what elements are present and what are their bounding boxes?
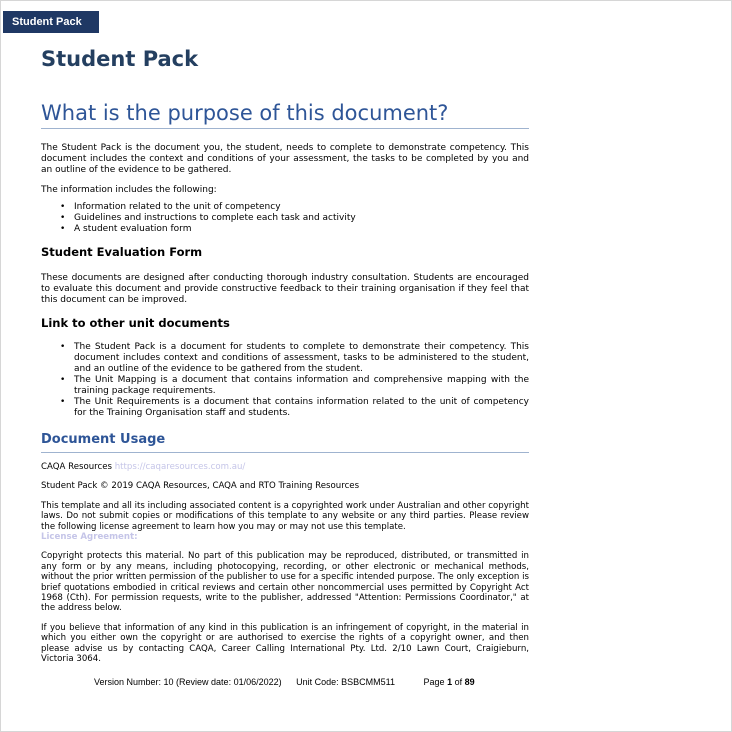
links-heading: Link to other unit documents xyxy=(41,316,230,330)
unit-code-label: Unit Code: xyxy=(296,677,339,687)
resources-label: CAQA Resources xyxy=(41,462,112,472)
evaluation-heading: Student Evaluation Form xyxy=(41,245,203,259)
version-number: Version Number: 10 (Review date: 01/06/2022) xyxy=(94,677,282,687)
protect-paragraph: Copyright protects this material. No part of this publication may be reproduced, distributed, or transmitted in any form or by any means, including photocopying, recording, or other electronic or mechanical methods, without the prior written permission of the publisher to use for a specific intended purpose. The only exception is brief quotations embodied in critical reviews and certain other noncommercial uses permitted by Copyright Act 1968 (Cth). For permission requests, write to the publisher, addressed "Attention: Permissions Coordinator," at the address below. xyxy=(41,551,529,614)
info-intro-paragraph: The information includes the following: xyxy=(41,185,217,195)
copyright-line: Student Pack © 2019 CAQA Resources, CAQA and RTO Training Resources xyxy=(41,481,360,492)
document-title: Student Pack xyxy=(41,47,199,71)
infringe-paragraph: If you believe that information of any kind in this publication is an infringement of copyright, in the material in which you either own the copyright or are authorised to exercise the rights of a copyright owner, and then please advise us by contacting CAQA, Career Calling International Pty. Ltd. 2/10 Lawn Court, Craigieburn, Victoria 3064. xyxy=(41,622,529,665)
links-list xyxy=(41,342,529,419)
info-list xyxy=(41,202,529,235)
evaluation-paragraph: These documents are designed after conducting thorough industry consultation. Students are encouraged to evaluate this document and provide constructive feedback to their training organisation if they feel that this document can be improved. xyxy=(41,273,529,305)
page-of: of xyxy=(454,677,463,687)
list-item: • The Unit Requirements is a document that contains information related to the unit of competency for the Training Organisation staff and students. xyxy=(74,397,529,419)
template-paragraph: This template and all its including associated content is a copyrighted work under Australian and other copyright laws. Do not submit copies or modifications of this template to any website or any third parties. Please review the following license agreement to learn how you may or may not use this template. xyxy=(41,500,529,532)
resources-link[interactable]: https://caqaresources.com.au/ xyxy=(114,462,246,472)
page-label: Page xyxy=(423,677,445,687)
page-content xyxy=(41,41,529,665)
page-footer xyxy=(94,677,475,687)
page-total: 89 xyxy=(464,677,475,687)
usage-block xyxy=(41,462,529,665)
resources-line xyxy=(41,462,529,472)
purpose-heading: What is the purpose of this document? xyxy=(41,101,529,129)
list-item: • Information related to the unit of competency xyxy=(74,202,529,213)
list-item: • The Student Pack is a document for students to complete to demonstrate their competency. This document includes context and conditions of assessment, tasks to be administered to the student, and an outline of the evidence to be gathered from the student. xyxy=(74,342,529,375)
list-item: • A student evaluation form xyxy=(74,224,529,235)
list-item: • Guidelines and instructions to complete each task and activity xyxy=(74,213,529,224)
header-tab: Student Pack xyxy=(3,11,99,33)
unit-code: BSBCMM511 xyxy=(341,677,396,687)
purpose-paragraph: The Student Pack is the document you, the student, needs to complete to demonstrate competency. This document includes the context and conditions of your assessment, the tasks to be completed by you and an outline of the evidence to be gathered. xyxy=(41,143,529,175)
list-item: • The Unit Mapping is a document that contains information and comprehensive mapping with the training package requirements. xyxy=(74,375,529,397)
usage-heading: Document Usage xyxy=(41,432,529,453)
license-link[interactable]: License Agreement: xyxy=(41,532,138,543)
page-current: 1 xyxy=(447,677,453,687)
